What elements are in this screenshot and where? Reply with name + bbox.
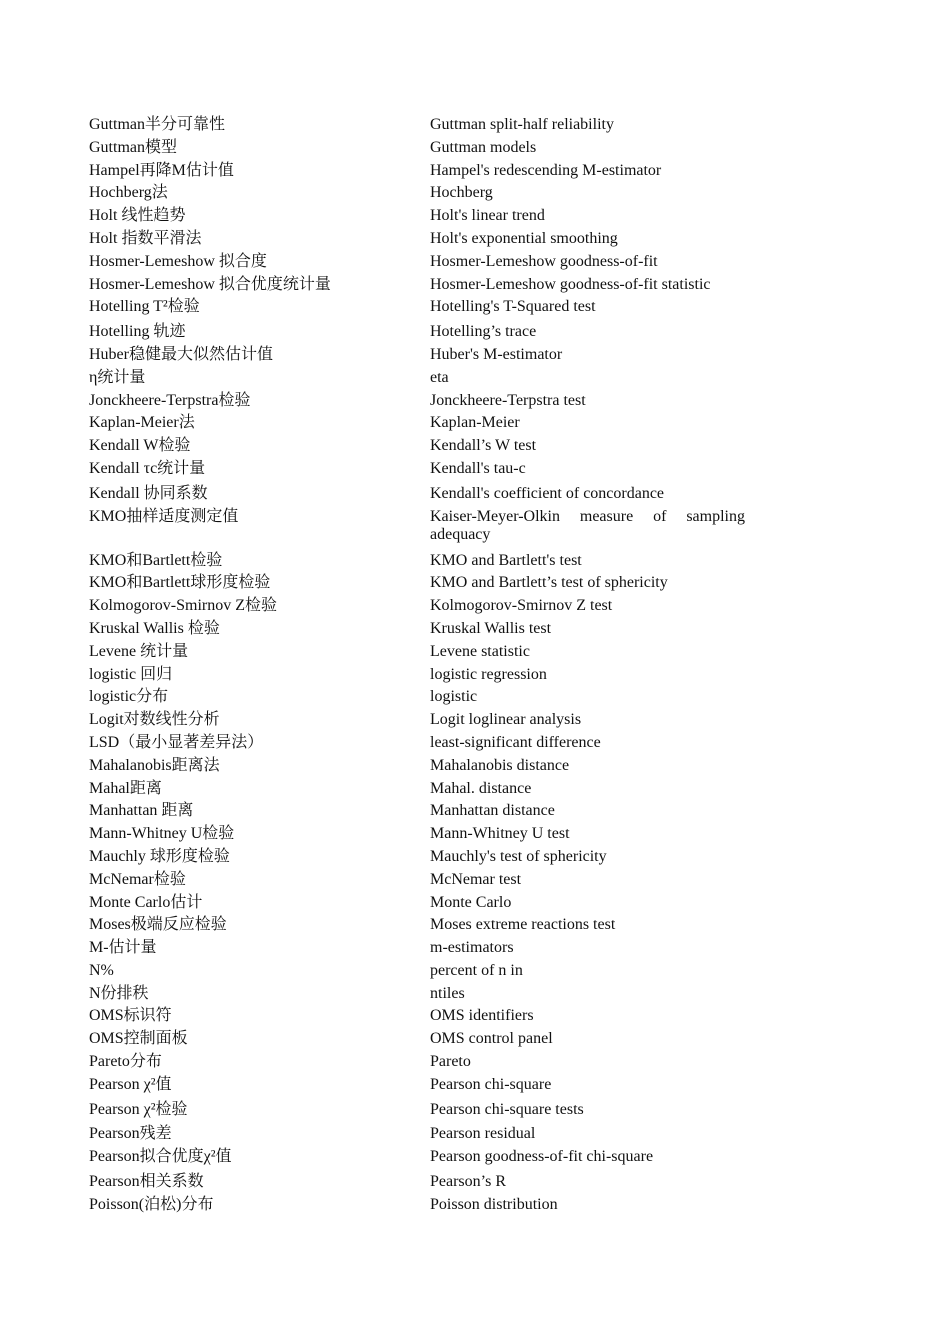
chinese-term: Holt 线性趋势 — [89, 207, 186, 225]
glossary-row — [89, 412, 749, 435]
english-term: Monte Carlo — [430, 893, 512, 911]
chinese-term: Jonckheere-Terpstra检验 — [89, 391, 251, 409]
glossary-row — [89, 458, 749, 481]
english-term: percent of n in — [430, 961, 523, 979]
chinese-term: Mauchly 球形度检验 — [89, 847, 230, 865]
english-term: Holt's exponential smoothing — [430, 229, 618, 247]
english-term: Jonckheere-Terpstra test — [430, 391, 586, 409]
chinese-term: Kendall τc统计量 — [89, 459, 206, 477]
chinese-term: η统计量 — [89, 368, 146, 386]
chinese-term: Kaplan-Meier法 — [89, 414, 195, 432]
glossary-row — [89, 1123, 749, 1146]
english-term: Pearson residual — [430, 1125, 536, 1143]
english-term: Guttman models — [430, 138, 537, 156]
chinese-term: OMS标识符 — [89, 1007, 172, 1025]
glossary-row — [89, 709, 749, 732]
english-term: Moses extreme reactions test — [430, 916, 616, 934]
chinese-term: KMO和Bartlett球形度检验 — [89, 574, 271, 592]
glossary-row — [89, 755, 749, 778]
glossary-table — [89, 114, 749, 1217]
chinese-term: Mahalanobis距离法 — [89, 756, 220, 774]
english-term: logistic — [430, 688, 478, 706]
glossary-row — [89, 846, 749, 869]
glossary-row — [89, 595, 749, 618]
english-term: Kolmogorov-Smirnov Z test — [430, 597, 613, 615]
chinese-term: Logit对数线性分析 — [89, 711, 220, 729]
glossary-row — [89, 1171, 749, 1194]
chinese-term: Holt 指数平滑法 — [89, 229, 202, 247]
english-term: ntiles — [430, 984, 465, 1002]
english-term: Hotelling's T-Squared test — [430, 298, 596, 316]
glossary-row — [89, 251, 749, 274]
glossary-row — [89, 182, 749, 205]
english-term: Mahalanobis distance — [430, 756, 570, 774]
glossary-row — [89, 1099, 749, 1122]
english-term: Mauchly's test of sphericity — [430, 847, 607, 865]
english-term: Pearson’s R — [430, 1173, 506, 1191]
glossary-row — [89, 914, 749, 937]
glossary-row — [89, 296, 749, 319]
chinese-term: logistic 回归 — [89, 665, 173, 683]
chinese-term: Moses极端反应检验 — [89, 916, 227, 934]
chinese-term: KMO和Bartlett检验 — [89, 551, 223, 569]
glossary-row — [89, 274, 749, 297]
chinese-term: N% — [89, 961, 114, 979]
glossary-row — [89, 321, 749, 344]
glossary-row — [89, 114, 749, 137]
chinese-term: Kendall 协同系数 — [89, 484, 208, 502]
glossary-row — [89, 1005, 749, 1028]
glossary-row — [89, 435, 749, 458]
english-term: least-significant difference — [430, 733, 601, 751]
chinese-term: Levene 统计量 — [89, 642, 189, 660]
chinese-term: Hotelling T²检验 — [89, 298, 200, 316]
chinese-term: Hosmer-Lemeshow 拟合度 — [89, 252, 267, 270]
english-term: Manhattan distance — [430, 802, 555, 820]
english-term: Levene statistic — [430, 642, 530, 660]
glossary-row — [89, 618, 749, 641]
english-term: Pearson chi-square — [430, 1075, 552, 1093]
chinese-term: N份排秩 — [89, 984, 149, 1002]
chinese-term: Kruskal Wallis 检验 — [89, 619, 220, 637]
chinese-term: McNemar检验 — [89, 870, 186, 888]
glossary-row — [89, 1194, 749, 1217]
english-term: Kendall's coefficient of concordance — [430, 484, 665, 502]
chinese-term: Pearson拟合优度χ²值 — [89, 1148, 232, 1166]
english-term: Holt's linear trend — [430, 207, 545, 225]
english-term: Huber's M-estimator — [430, 345, 563, 363]
chinese-term: Pearson χ²值 — [89, 1075, 172, 1093]
glossary-row — [89, 983, 749, 1006]
english-term: Kaiser-Meyer-Olkin measure of sampling adequacy — [430, 507, 745, 543]
english-term: OMS control panel — [430, 1030, 553, 1048]
english-term: Logit loglinear analysis — [430, 711, 582, 729]
glossary-row — [89, 390, 749, 413]
chinese-term: Pearson χ²检验 — [89, 1100, 188, 1118]
english-term: Pearson goodness-of-fit chi-square — [430, 1148, 654, 1166]
chinese-term: Kolmogorov-Smirnov Z检验 — [89, 597, 277, 615]
chinese-term: M-估计量 — [89, 939, 157, 957]
chinese-term: Guttman半分可靠性 — [89, 116, 225, 133]
glossary-row — [89, 892, 749, 915]
english-term: KMO and Bartlett's test — [430, 551, 582, 569]
glossary-row — [89, 869, 749, 892]
chinese-term: KMO抽样适度测定值 — [89, 507, 239, 525]
glossary-row — [89, 205, 749, 228]
english-term: Kruskal Wallis test — [430, 619, 552, 637]
english-term: m-estimators — [430, 939, 514, 957]
chinese-term: Hampel再降M估计值 — [89, 161, 234, 179]
english-term: Hosmer-Lemeshow goodness-of-fit — [430, 252, 658, 270]
chinese-term: Monte Carlo估计 — [89, 893, 203, 911]
english-term: Hosmer-Lemeshow goodness-of-fit statistic — [430, 275, 711, 293]
english-term: Pareto — [430, 1053, 471, 1071]
glossary-row — [89, 550, 749, 573]
glossary-row — [89, 641, 749, 664]
english-term: logistic regression — [430, 665, 547, 683]
glossary-row — [89, 937, 749, 960]
glossary-row — [89, 1146, 749, 1169]
chinese-term: Pearson残差 — [89, 1125, 172, 1143]
chinese-term: Hosmer-Lemeshow 拟合优度统计量 — [89, 275, 331, 293]
glossary-row — [89, 160, 749, 183]
english-term: McNemar test — [430, 870, 522, 888]
english-term: Guttman split-half reliability — [430, 116, 614, 133]
glossary-row — [89, 823, 749, 846]
glossary-row — [89, 572, 749, 595]
chinese-term: Poisson(泊松)分布 — [89, 1195, 214, 1213]
english-term: Kendall’s W test — [430, 437, 537, 455]
glossary-row — [89, 137, 749, 160]
chinese-term: Huber稳健最大似然估计值 — [89, 345, 273, 363]
glossary-row — [89, 686, 749, 709]
chinese-term: Hotelling 轨迹 — [89, 323, 186, 341]
english-term: Hotelling’s trace — [430, 323, 537, 341]
chinese-term: logistic分布 — [89, 688, 169, 706]
glossary-row — [89, 483, 749, 506]
english-term: KMO and Bartlett’s test of sphericity — [430, 574, 668, 592]
chinese-term: Mann-Whitney U检验 — [89, 825, 235, 843]
chinese-term: Pearson相关系数 — [89, 1173, 204, 1191]
glossary-row — [89, 778, 749, 801]
glossary-row — [89, 960, 749, 983]
chinese-term: Guttman模型 — [89, 138, 177, 156]
english-term: Mann-Whitney U test — [430, 825, 570, 843]
glossary-row — [89, 664, 749, 687]
glossary-row — [89, 732, 749, 755]
english-term: Poisson distribution — [430, 1195, 558, 1213]
chinese-term: Hochberg法 — [89, 184, 168, 202]
glossary-row — [89, 344, 749, 367]
glossary-row — [89, 1051, 749, 1074]
glossary-row — [89, 800, 749, 823]
chinese-term: Mahal距离 — [89, 779, 162, 797]
glossary-row — [89, 367, 749, 390]
chinese-term: Kendall W检验 — [89, 437, 191, 455]
english-term: eta — [430, 368, 449, 386]
english-term: Hampel's redescending M-estimator — [430, 161, 662, 179]
glossary-row — [89, 228, 749, 251]
english-term: Kaplan-Meier — [430, 414, 520, 432]
english-term: Kendall's tau-c — [430, 459, 526, 477]
english-term: Hochberg — [430, 184, 493, 202]
chinese-term: Manhattan 距离 — [89, 802, 194, 820]
english-term: OMS identifiers — [430, 1007, 534, 1025]
glossary-row — [89, 506, 749, 550]
english-term: Mahal. distance — [430, 779, 532, 797]
chinese-term: LSD（最小显著差异法） — [89, 733, 264, 751]
glossary-row — [89, 1028, 749, 1051]
chinese-term: Pareto分布 — [89, 1053, 162, 1071]
chinese-term: OMS控制面板 — [89, 1030, 188, 1048]
glossary-row — [89, 1074, 749, 1097]
english-term: Pearson chi-square tests — [430, 1100, 584, 1118]
